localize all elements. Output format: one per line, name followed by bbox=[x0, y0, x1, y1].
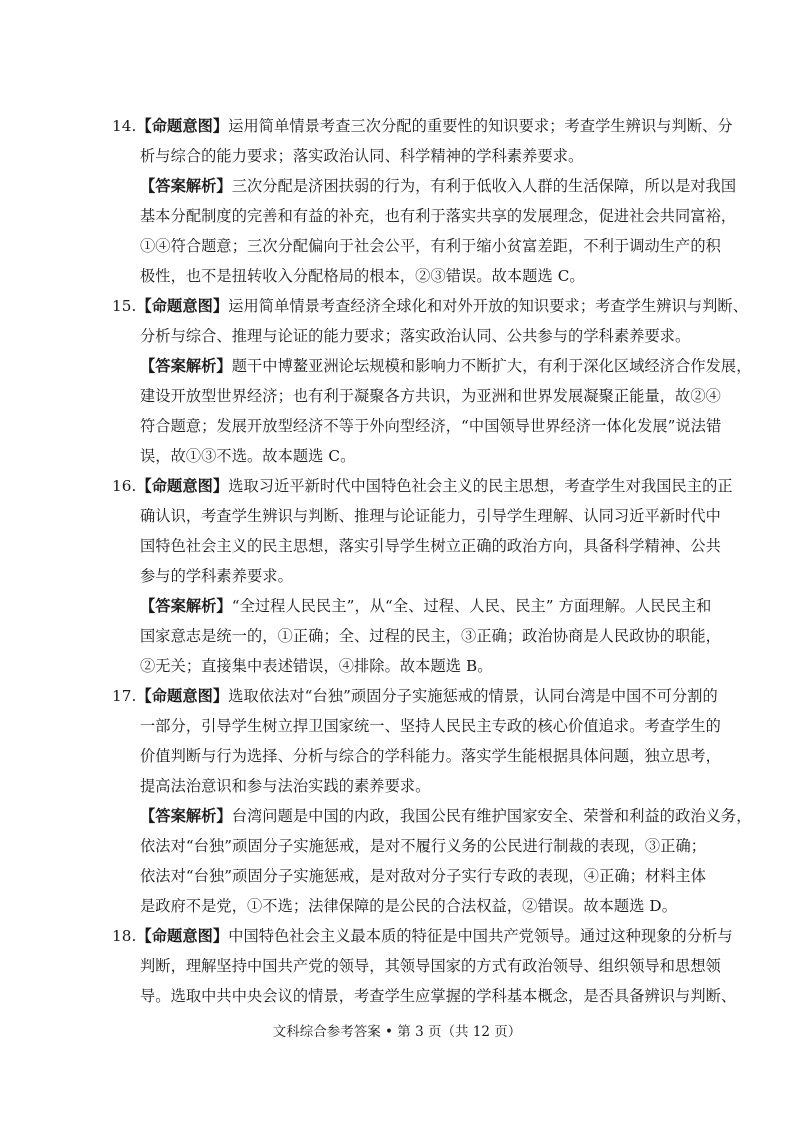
answer-first-line bbox=[140, 801, 752, 831]
intent-line: 判断，理解坚持中国共产党的领导，其领导国家的方式有政治领导、组织领导和思想领 bbox=[140, 957, 721, 975]
answer-label: 【答案解析】 bbox=[140, 597, 232, 615]
answer-line: 建设开放型世界经济；也有利于凝聚各方共识，为亚洲和世界发展凝聚正能量，故②④ bbox=[140, 387, 721, 405]
answer-line: 误，故①③不选。故本题选 C。 bbox=[140, 447, 356, 465]
answer-text: 三次分配是济困扶弱的行为，有利于低收入人群的生活保障，所以是对我国 bbox=[231, 177, 737, 195]
intent-line: 分析与综合、推理与论证的能力要求；落实政治认同、公共参与的学科素养要求。 bbox=[140, 327, 691, 345]
question-number: 16. bbox=[112, 477, 137, 495]
intent-first-line bbox=[112, 471, 733, 501]
intent-line: 参与的学科素养要求。 bbox=[140, 567, 293, 585]
answer-label: 【答案解析】 bbox=[140, 807, 232, 825]
question-number: 15. bbox=[112, 297, 137, 315]
intent-label: 【命题意图】 bbox=[136, 927, 229, 945]
question-number: 17. bbox=[112, 687, 137, 705]
answer-line: 符合题意；发展开放型经济不等于外向型经济，“中国领导世界经济一体化发展”说法错 bbox=[140, 417, 722, 435]
intent-line: 国特色社会主义的民主思想，落实引导学生树立正确的政治方向，具备科学精神、公共 bbox=[140, 537, 721, 555]
intent-line: 导。选取中共中央会议的情景，考查学生应掌握的学科基本概念，是否具备辨识与判断、 bbox=[140, 987, 737, 1005]
answer-label: 【答案解析】 bbox=[140, 177, 232, 195]
intent-label: 【命题意图】 bbox=[136, 687, 229, 705]
answer-line: 国家意志是统一的，①正确；全、过程的民主，③正确；政治协商是人民政协的职能， bbox=[140, 627, 721, 645]
intent-first-line bbox=[112, 291, 748, 321]
page-footer: 文科综合参考答案 • 第 3 页（共 12 页） bbox=[272, 1024, 522, 1040]
answer-first-line bbox=[140, 171, 736, 201]
intent-label: 【命题意图】 bbox=[136, 297, 229, 315]
answer-line: 依法对“台独”顽固分子实施惩戒，是对敌对分子实行专政的表现，④正确；材料主体 bbox=[140, 867, 707, 885]
intent-first-line bbox=[112, 921, 733, 951]
answer-text: 题干中博鳌亚洲论坛规模和影响力不断扩大，有利于深化区域经济合作发展， bbox=[231, 357, 752, 375]
intent-text: 选取依法对“台独”顽固分子实施惩戒的情景，认同台湾是中国不可分割的 bbox=[228, 687, 718, 705]
answer-line: 依法对“台独”顽固分子实施惩戒，是对不履行义务的公民进行制裁的表现，③正确； bbox=[140, 837, 707, 855]
answer-line: ①④符合题意；三次分配偏向于社会公平，有利于缩小贫富差距，不利于调动生产的积 bbox=[140, 237, 721, 255]
intent-text: 选取习近平新时代中国特色社会主义的民主思想，考查学生对我国民主的正 bbox=[228, 477, 733, 495]
intent-label: 【命题意图】 bbox=[136, 117, 229, 135]
intent-label: 【命题意图】 bbox=[136, 477, 229, 495]
intent-line: 提高法治意识和参与法治实践的素养要求。 bbox=[140, 777, 431, 795]
intent-first-line bbox=[112, 111, 733, 141]
intent-text: 运用简单情景考查三次分配的重要性的知识要求；考查学生辨识与判断、分 bbox=[228, 117, 733, 135]
intent-first-line bbox=[112, 681, 718, 711]
answer-line: 极性，也不是扭转收入分配格局的根本，②③错误。故本题选 C。 bbox=[140, 267, 585, 285]
question-number: 14. bbox=[112, 117, 137, 135]
intent-text: 中国特色社会主义最本质的特征是中国共产党领导。通过这种现象的分析与 bbox=[228, 927, 733, 945]
intent-line: 一部分，引导学生树立捍卫国家统一、坚持人民民主专政的核心价值追求。考查学生的 bbox=[140, 717, 721, 735]
intent-line: 确认识，考查学生辨识与判断、推理与论证能力，引导学生理解、认同习近平新时代中 bbox=[140, 507, 721, 525]
intent-line: 析与综合的能力要求；落实政治认同、科学精神的学科素养要求。 bbox=[140, 147, 584, 165]
answer-label: 【答案解析】 bbox=[140, 357, 232, 375]
answer-first-line bbox=[140, 351, 752, 381]
answer-line: 基本分配制度的完善和有益的补充，也有利于落实共享的发展理念，促进社会共同富裕， bbox=[140, 207, 737, 225]
question-number: 18. bbox=[112, 927, 137, 945]
intent-line: 价值判断与行为选择、分析与综合的学科能力。落实学生能根据具体问题，独立思考， bbox=[140, 747, 721, 765]
intent-text: 运用简单情景考查经济全球化和对外开放的知识要求；考查学生辨识与判断、 bbox=[228, 297, 748, 315]
answer-text: 台湾问题是中国的内政，我国公民有维护国家安全、荣誉和利益的政治义务， bbox=[231, 807, 752, 825]
answer-line: ②无关；直接集中表述错误，④排除。故本题选 B。 bbox=[140, 657, 493, 675]
answer-line: 是政府不是党，①不选；法律保障的是公民的合法权益，②错误。故本题选 D。 bbox=[140, 897, 677, 915]
answer-first-line bbox=[140, 591, 711, 621]
answer-text: “全过程人民民主”，从“全、过程、人民、民主” 方面理解。人民民主和 bbox=[231, 597, 712, 615]
